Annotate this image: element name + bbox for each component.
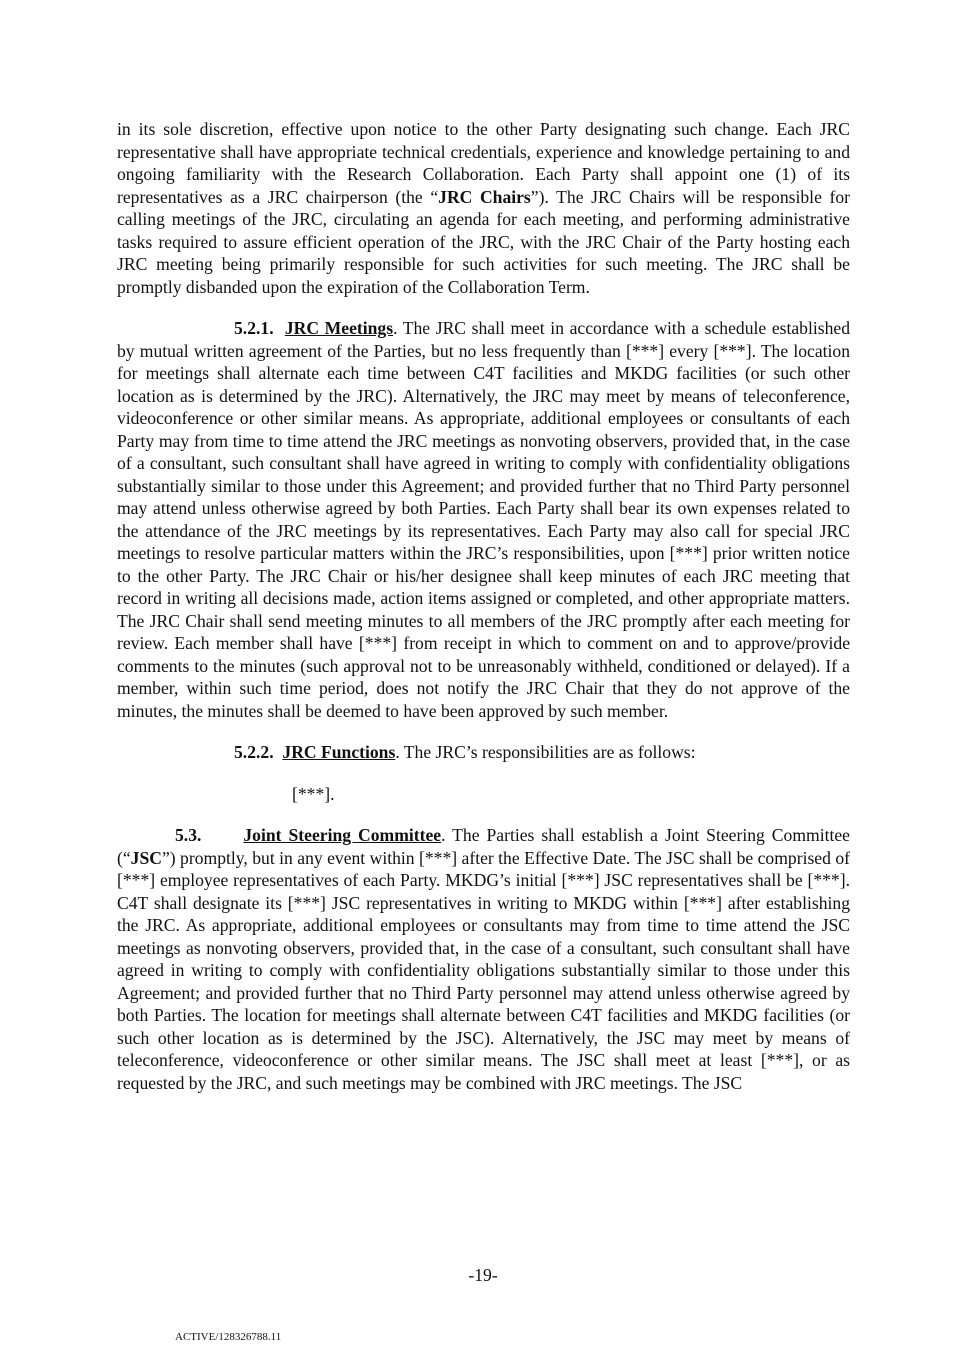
section-5-2-2 [117, 741, 850, 764]
paragraph-text: in its sole discretion, effective upon notice to the other Party designating such change. Each JRC representative shall have appropriate technical credentials, experience and knowledge pertaining to and ongoing familiarity with the Research Collaboration. Each Party shall appoint one (1) of its representatives as a JRC chairperson (the “ [117, 119, 850, 207]
paragraph-spacer [117, 722, 850, 741]
defined-term-jsc: JSC [130, 847, 162, 868]
section-number: 5.2.2. [234, 742, 274, 762]
defined-term-jrc-chairs: JRC Chairs [438, 186, 531, 207]
section-heading: JRC Meetings [284, 318, 394, 338]
document-id: ACTIVE/128326788.11 [175, 1331, 282, 1343]
page-number: -19- [468, 1265, 498, 1285]
paragraph-spacer [117, 764, 850, 783]
paragraph-jrc-chairs [117, 118, 850, 298]
section-5-2-1 [117, 317, 850, 722]
section-heading: JRC Functions [282, 742, 396, 762]
section-text: ”) promptly, but in any event within [***] after the Effective Date. The JSC shall be comprised of [***] employee representatives of each Party. MKDG’s initial [***] JSC representatives shall be [***]. C4T shall designate its [***] JSC representatives in writing to MKDG within [***] after establishing the JRC. As appropriate, additional employees or consultants may from time to time attend the JSC meetings as nonvoting observers, provided that, in the case of a consultant, such consultant shall have agreed in writing to comply with confidentiality obligations substantially similar to those under this Agreement; and provided further that no Third Party personnel may attend unless otherwise agreed by both Parties. The location for meetings shall alternate between C4T facilities and MKDG facilities (or such other location as is determined by the JSC). Alternatively, the JSC may meet by means of teleconference, videoconference or other similar means. The JSC shall meet at least [***], or as requested by the JRC, and such meetings may be combined with JRC meetings. The JSC [117, 847, 850, 1093]
section-number: 5.2.1. [234, 318, 274, 338]
section-text: . The JRC shall meet in accordance with a schedule established by mutual written agreement of the Parties, but no less frequently than [***] every [***]. The location for meetings shall alternate each time between C4T facilities and MKDG facilities (or such other location as is determined by the JRC). Alternatively, the JRC may meet by means of teleconference, videoconference or other similar means. As appropriate, additional employees or consultants of each Party may from time to time attend the JRC meetings as nonvoting observers, provided that, in the case of a consultant, such consultant shall have agreed in writing to comply with confidentiality obligations substantially similar to those under this Agreement; and provided further that no Third Party personnel may attend unless otherwise agreed by both Parties. Each Party shall bear its own expenses related to the attendance of the JRC meetings by its representatives. Each Party may also call for special JRC meetings to resolve particular matters within the JRC’s responsibilities, upon [***] prior written notice to the other Party. The JRC Chair or his/her designee shall keep minutes of each JRC meeting that record in writing all decisions made, action items assigned or completed, and other appropriate matters. The JRC Chair shall send meeting minutes to all members of the JRC promptly after each meeting for review. Each member shall have [***] from receipt in which to comment on and to approve/provide comments to the minutes (such approval not to be unreasonably withheld, conditioned or delayed). If a member, within such time period, does not notify the JRC Chair that they do not approve of the minutes, the minutes shall be deemed to have been approved by such member. [117, 318, 850, 721]
section-number: 5.3. [175, 825, 202, 845]
paragraph-spacer [117, 805, 850, 824]
section-heading: Joint Steering Committee [243, 825, 442, 845]
section-text: . The Parties shall establish a Joint Steering Committee (“ [117, 825, 850, 868]
paragraph-text: ”). The JRC Chairs will be responsible for calling meetings of the JRC, circulating an agenda for each meeting, and performing administrative tasks required to assure efficient operation of the JRC, with the JRC Chair of the Party hosting each JRC meeting being primarily responsible for such activities for such meeting. The JRC shall be promptly disbanded upon the expiration of the Collaboration Term. [117, 186, 850, 297]
document-body [117, 118, 850, 1094]
redacted-text: [***]. [292, 783, 335, 804]
paragraph-spacer [117, 298, 850, 317]
section-text: . The JRC’s responsibilities are as follows: [395, 742, 696, 762]
section-5-3 [117, 824, 850, 1094]
